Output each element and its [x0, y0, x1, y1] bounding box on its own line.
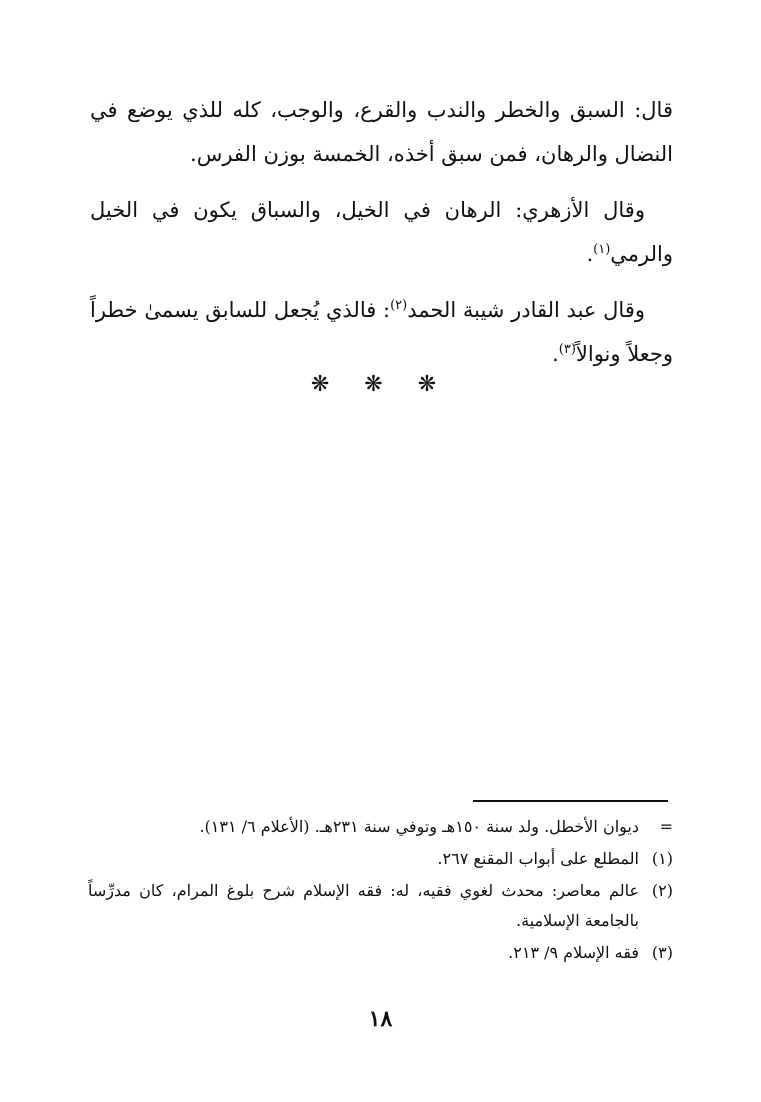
footnotes	[88, 812, 673, 970]
footnote-3	[88, 938, 673, 968]
footnote-rule	[473, 800, 668, 802]
footnote-mark: (١)	[651, 849, 673, 868]
footnote-text: فقه الإسلام ٩/ ٢١٣.	[508, 943, 639, 962]
paragraph-3-mid: : فالذي يُجعل للسابق يسمىٰ خطراً وجعلاً ونوالاً	[90, 298, 673, 366]
footnote-continued	[88, 812, 673, 842]
paragraph-2-text: وقال الأزهري: الرهان في الخيل، والسباق يكون في الخيل والرمي	[90, 198, 673, 266]
footnote-mark: (٢)	[651, 881, 673, 900]
footnote-2	[88, 876, 673, 936]
page-number: ١٨	[368, 1006, 393, 1032]
paragraph-2-end: .	[586, 242, 594, 266]
paragraph-1	[90, 88, 673, 176]
section-separator: ❋ ❋ ❋	[310, 372, 451, 397]
footnote-ref-2[interactable]: (٢)	[390, 298, 408, 313]
footnote-text: عالم معاصر: محدث لغوي فقيه، له: فقه الإسلام شرح بلوغ المرام، كان مدرِّساً بالجامعة الإسلامية.	[88, 881, 639, 930]
footnote-1	[88, 844, 673, 874]
footnote-text: المطلع على أبواب المقنع ٢٦٧.	[437, 849, 639, 868]
footnote-ref-3[interactable]: (٣)	[558, 342, 576, 357]
footnote-text: ديوان الأخطل. ولد سنة ١٥٠هـ وتوفي سنة ٢٣١هـ. (الأعلام ٦/ ١٣١).	[199, 817, 639, 836]
footnote-mark: (٣)	[651, 943, 673, 962]
footnote-ref-1[interactable]: (١)	[593, 242, 611, 257]
paragraph-2	[90, 188, 673, 276]
paragraph-1-text: قال: السبق والخطر والندب والقرع، والوجب، كله للذي يوضع في النضال والرهان، فمن سبق أخذه، الخمسة بوزن الفرس.	[90, 98, 673, 166]
paragraph-3	[90, 288, 673, 376]
body-text	[90, 88, 673, 388]
footnote-mark: =	[659, 817, 673, 836]
paragraph-3-end: .	[552, 342, 559, 366]
paragraph-3-start: وقال عبد القادر شيبة الحمد	[407, 298, 645, 322]
